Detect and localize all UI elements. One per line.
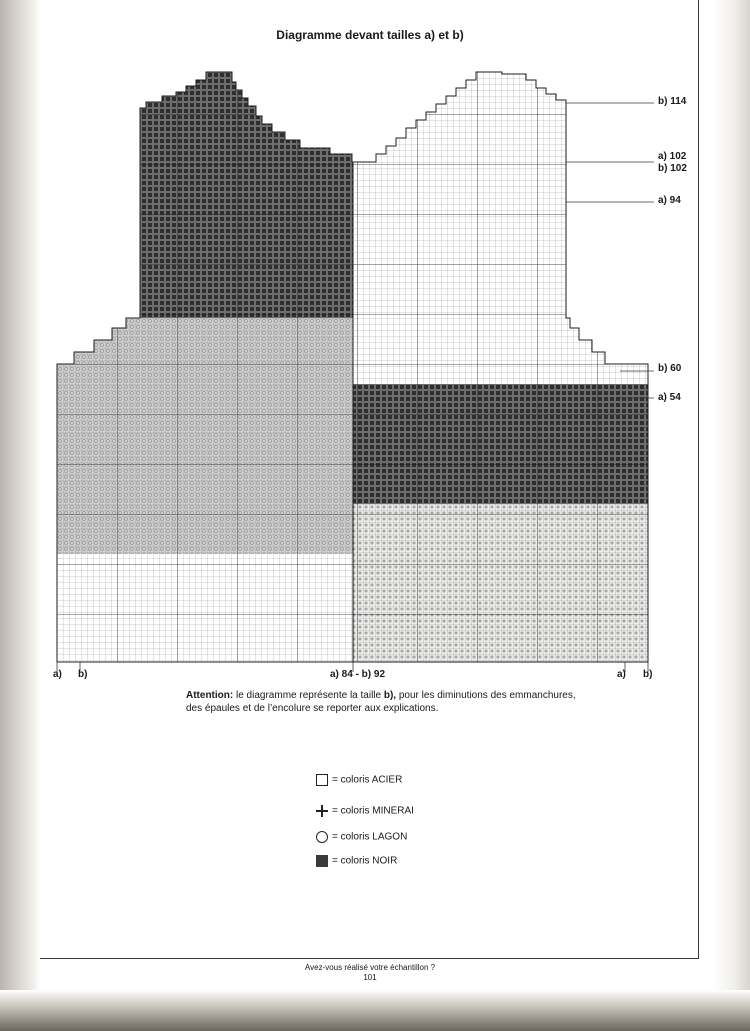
plus-icon — [316, 805, 328, 817]
attention-label: Attention: — [186, 690, 234, 701]
marker-a-94: a) 94 — [658, 195, 681, 206]
marker-b-102: b) 102 — [658, 163, 687, 174]
page-bottom-shadow — [0, 990, 750, 1031]
marker-b-60: b) 60 — [658, 363, 682, 374]
square-icon — [316, 774, 328, 786]
attention-note — [186, 689, 586, 715]
legend-acier — [316, 774, 402, 788]
legend-lagon — [316, 831, 407, 845]
bottom-marker-right-b: b) — [643, 669, 653, 680]
note-text-1: le diagramme représente la taille — [236, 690, 382, 701]
page-number: 101 — [363, 973, 377, 982]
page-footer — [250, 963, 490, 983]
footer-question: Avez-vous réalisé votre échantillon ? — [304, 963, 436, 972]
note-size-ref: b), — [383, 690, 397, 701]
bottom-marker-right-a: a) — [617, 669, 626, 680]
circle-icon — [316, 831, 328, 843]
bottom-marker-left-a: a) — [53, 669, 62, 680]
filled-square-icon — [316, 855, 328, 867]
note-text-2: pour les diminutions des emmanchures, des épaules et de l’encolure se reporter aux explications. — [186, 690, 576, 714]
marker-a-102: a) 102 — [658, 151, 687, 162]
legend-noir — [316, 855, 397, 869]
legend-acier-label: = coloris ACIER — [332, 774, 403, 786]
bottom-marker-left-b: b) — [78, 669, 88, 680]
legend-minerai-label: = coloris MINERAI — [332, 805, 414, 817]
legend-lagon-label: = coloris LAGON — [332, 831, 408, 843]
diagram-title: Diagramme devant tailles a) et b) — [276, 28, 464, 42]
legend-minerai — [316, 805, 414, 819]
bottom-marker-center: a) 84 - b) 92 — [330, 669, 386, 680]
legend-noir-label: = coloris NOIR — [332, 855, 398, 867]
marker-b-114: b) 114 — [658, 96, 687, 107]
marker-a-54: a) 54 — [658, 392, 681, 403]
